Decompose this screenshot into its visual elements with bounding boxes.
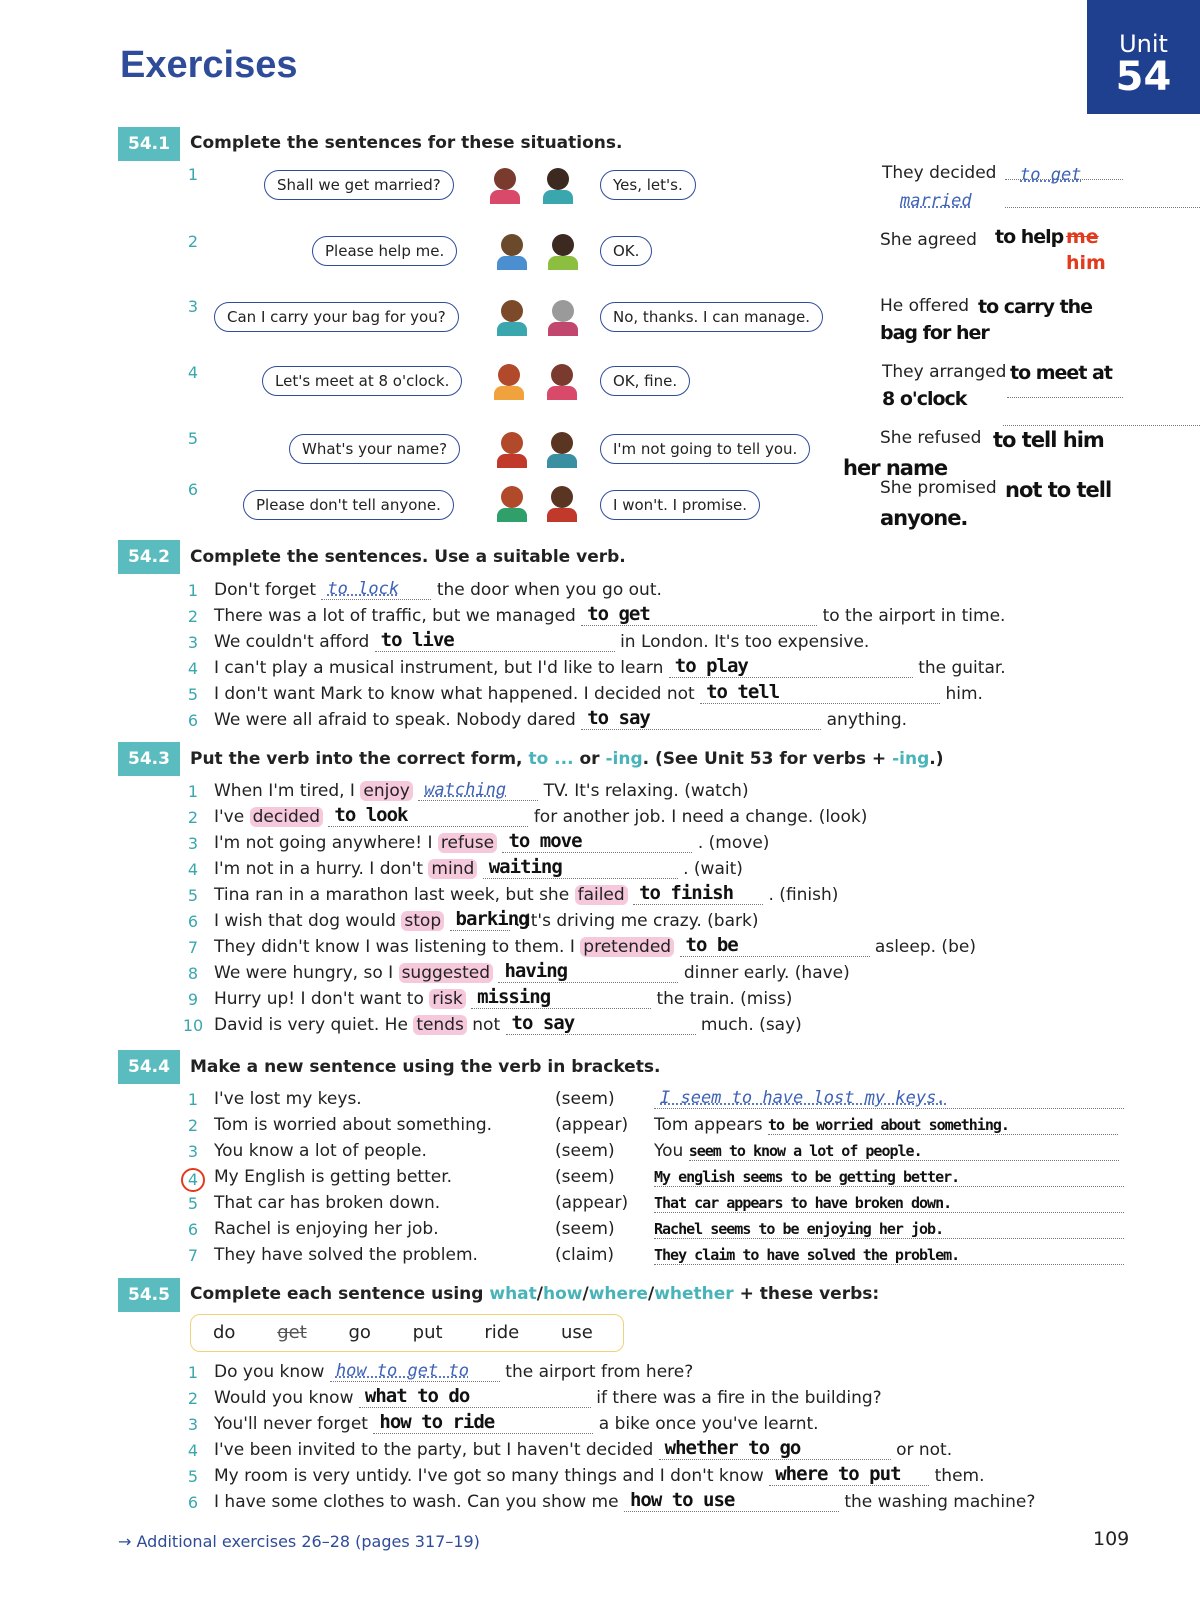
sentence-row <box>214 1012 802 1035</box>
item-number: 9 <box>187 990 199 1009</box>
source-sentence: Rachel is enjoying her job. <box>214 1219 439 1239</box>
sentence-row <box>214 707 908 730</box>
item-number: 5 <box>187 1194 199 1213</box>
item-number: 2 <box>187 232 199 251</box>
circled-number: 4 <box>181 1168 205 1192</box>
page-title: Exercises <box>120 44 298 86</box>
answer-line <box>321 581 431 600</box>
speech-bubble-left: Shall we get married? <box>264 170 454 200</box>
section-number: 54.1 <box>118 127 180 161</box>
handwritten-answer: watching <box>424 780 507 800</box>
person-icon <box>547 364 577 400</box>
answer-lead: Tom appears <box>654 1115 763 1135</box>
sentence-row <box>214 804 868 827</box>
speech-bubble-right: Yes, let's. <box>600 170 696 200</box>
sentence-text: When I'm tired, I <box>214 781 355 801</box>
word: use <box>560 1322 593 1343</box>
highlighted-verb: refuse <box>438 833 497 853</box>
sentence-row <box>214 781 749 801</box>
answer-line <box>769 1463 929 1486</box>
sentence-row <box>214 603 1006 626</box>
handwritten-answer: to tell him her name <box>843 428 1104 480</box>
sentence-text: I have some clothes to wash. Can you show me <box>214 1492 619 1512</box>
answer-line <box>654 1220 1124 1239</box>
handwritten-answer: I seem to have lost my keys. <box>660 1088 947 1108</box>
item-number: 2 <box>187 808 199 827</box>
sentence-text: I'm not in a hurry. I don't <box>214 859 424 879</box>
person-icon <box>497 432 527 468</box>
handwritten-answer: to carry the bag for her <box>880 296 1093 344</box>
person-icon <box>490 168 520 204</box>
verb-hint: (seem) <box>555 1141 615 1161</box>
person-icon <box>548 300 578 336</box>
person-icon <box>494 364 524 400</box>
handwritten-answer: to finish <box>639 882 734 904</box>
sentence-text: I don't want Mark to know what happened. I decided not <box>214 684 695 704</box>
sentence-row <box>214 1437 953 1460</box>
answer-row <box>654 1245 1124 1265</box>
item-number: 7 <box>187 1246 199 1265</box>
answer-line <box>373 1411 593 1434</box>
verb-hint: (claim) <box>555 1245 615 1265</box>
item-number: 8 <box>187 964 199 983</box>
handwritten-answer: to meet at 8 o'clock <box>882 362 1112 410</box>
section-heading: Make a new sentence using the verb in brackets. <box>190 1057 661 1077</box>
correction: him <box>1066 252 1106 274</box>
sentence-text: the train. (miss) <box>656 989 793 1009</box>
answer-line <box>359 1385 591 1408</box>
highlighted-verb: risk <box>429 989 465 1009</box>
item-number: 1 <box>187 165 199 184</box>
answer-stem: He offered <box>880 296 970 316</box>
sentence-row <box>214 1411 819 1434</box>
item-number: 4 <box>187 363 199 382</box>
sentence-text: We couldn't afford <box>214 632 370 652</box>
answer-row <box>654 1089 1124 1109</box>
handwritten-answer: how to ride <box>379 1411 495 1433</box>
sentence-text: if there was a fire in the building? <box>596 1388 882 1408</box>
verb-hint: (seem) <box>555 1167 615 1187</box>
unit-label: Unit <box>1119 30 1168 58</box>
highlighted-verb: decided <box>250 807 323 827</box>
sentence-text: . (wait) <box>683 859 743 879</box>
handwritten-answer: to get married <box>900 165 1082 211</box>
item-number: 3 <box>187 297 199 316</box>
sentence-row <box>214 1489 1036 1512</box>
unit-number: 54 <box>1115 54 1172 100</box>
answer-line <box>654 1246 1124 1265</box>
handwritten-answer: to live <box>380 629 454 651</box>
sentence-text: the airport from here? <box>505 1362 694 1382</box>
item-number: 3 <box>187 1142 199 1161</box>
sentence-text: There was a lot of traffic, but we managed <box>214 606 576 626</box>
answer-line <box>654 1090 1124 1109</box>
item-number: 1 <box>187 581 199 600</box>
item-number: 3 <box>187 633 199 652</box>
person-icon <box>543 168 573 204</box>
page-number: 109 <box>1093 1528 1130 1550</box>
sentence-text: much. (say) <box>700 1015 802 1035</box>
item-number: 3 <box>187 834 199 853</box>
answer-line <box>669 655 913 678</box>
item-number: 4 <box>187 860 199 879</box>
answer-stem: She promised <box>880 478 997 498</box>
answer-stem: They decided <box>882 163 997 183</box>
source-sentence: Tom is worried about something. <box>214 1115 493 1135</box>
answer-line <box>418 782 538 801</box>
highlighted-verb: stop <box>401 911 444 931</box>
answer-row <box>654 1167 1124 1187</box>
handwritten-answer: to say <box>511 1012 575 1034</box>
answer-line <box>680 934 870 957</box>
source-sentence: You know a lot of people. <box>214 1141 427 1161</box>
speech-bubble-left: Can I carry your bag for you? <box>214 302 459 332</box>
sentence-text: I've <box>214 807 245 827</box>
sentence-text: You'll never forget <box>214 1414 368 1434</box>
section-number: 54.2 <box>118 540 180 574</box>
sentence-row <box>214 882 839 905</box>
sentence-text: Don't forget <box>214 580 316 600</box>
item-number: 5 <box>187 429 199 448</box>
sentence-text: I wish that dog would <box>214 911 396 931</box>
speech-bubble-left: Please help me. <box>312 236 457 266</box>
sentence-text: not <box>472 1015 501 1035</box>
handwritten-answer: They claim to have solved the problem. <box>654 1246 960 1264</box>
section-number: 54.3 <box>118 742 180 776</box>
person-icon <box>548 234 578 270</box>
section-number: 54.5 <box>118 1278 180 1312</box>
item-number: 6 <box>187 711 199 730</box>
answer-line <box>498 960 678 983</box>
answer-line <box>700 681 940 704</box>
answer-line <box>654 1168 1124 1187</box>
verb-hint: (appear) <box>555 1193 629 1213</box>
sentence-text: them. <box>934 1466 985 1486</box>
source-sentence: My English is getting better. <box>214 1167 453 1187</box>
answer-line <box>581 707 821 730</box>
handwritten-answer: My english seems to be getting better. <box>654 1168 960 1186</box>
sentence-text: We were all afraid to speak. Nobody dared <box>214 710 576 730</box>
item-number: 6 <box>187 1220 199 1239</box>
sentence-text: him. <box>945 684 983 704</box>
sentence-text: asleep. (be) <box>874 937 976 957</box>
answer-line <box>581 603 817 626</box>
sentence-row <box>214 681 983 704</box>
person-icon <box>547 486 577 522</box>
answer-line <box>483 856 678 879</box>
sentence-text: I'm not going anywhere! I <box>214 833 433 853</box>
sentence-text: . (finish) <box>768 885 839 905</box>
answer-line <box>659 1437 891 1460</box>
sentence-text: My room is very untidy. I've got so many things and I don't know <box>214 1466 764 1486</box>
speech-bubble-left: Let's meet at 8 o'clock. <box>262 366 462 396</box>
section-heading: Complete each sentence using what/how/where/whether + these verbs: <box>190 1284 880 1304</box>
item-number: 5 <box>187 1467 199 1486</box>
handwritten-answer: barking <box>455 908 529 930</box>
handwritten-answer: to help <box>995 226 1064 248</box>
answer-line <box>689 1142 1119 1161</box>
sentence-text: or not. <box>896 1440 953 1460</box>
handwritten-answer: to lock <box>327 579 400 599</box>
speech-bubble-right: I won't. I promise. <box>600 490 760 520</box>
highlighted-verb: mind <box>428 859 477 879</box>
item-number: 2 <box>187 1116 199 1135</box>
section-heading: Complete the sentences for these situations. <box>190 133 623 153</box>
speech-bubble-right: OK. <box>600 236 652 266</box>
handwritten-answer: to tell <box>706 681 780 703</box>
handwritten-answer: That car appears to have broken down. <box>654 1194 952 1212</box>
sentence-text: dinner early. (have) <box>683 963 850 983</box>
item-number <box>180 1168 206 1192</box>
source-sentence: They have solved the problem. <box>214 1245 478 1265</box>
answer-line <box>328 804 528 827</box>
handwritten-answer: whether to go <box>664 1437 801 1459</box>
word: put <box>412 1322 443 1343</box>
item-number: 6 <box>187 912 199 931</box>
answer-line <box>624 1489 839 1512</box>
sentence-text: Tina ran in a marathon last week, but she <box>214 885 570 905</box>
item-number: 2 <box>187 607 199 626</box>
sentence-text: They didn't know I was listening to them. I <box>214 937 575 957</box>
speech-bubble-left: What's your name? <box>289 434 460 464</box>
verb-hint: (seem) <box>555 1219 615 1239</box>
sentence-text: Hurry up! I don't want to <box>214 989 424 1009</box>
handwritten-answer: how to use <box>629 1489 735 1511</box>
sentence-text: We were hungry, so I <box>214 963 394 983</box>
source-sentence: I've lost my keys. <box>214 1089 362 1109</box>
word: go <box>348 1322 371 1343</box>
handwritten-answer: where to put <box>775 1463 901 1485</box>
sentence-row <box>214 1385 882 1408</box>
sentence-text: in London. It's too expensive. <box>620 632 870 652</box>
item-number: 5 <box>187 685 199 704</box>
section-heading: Complete the sentences. Use a suitable verb. <box>190 547 626 567</box>
handwritten-answer: what to do <box>364 1385 470 1407</box>
answer-line <box>450 908 529 931</box>
sentence-text: the door when you go out. <box>436 580 662 600</box>
sentence-text: TV. It's relaxing. (watch) <box>543 781 749 801</box>
item-number: 1 <box>187 1363 199 1382</box>
handwritten-answer: to say <box>587 707 650 729</box>
highlighted-verb: suggested <box>399 963 493 983</box>
handwritten-answer: to be worried about something. <box>768 1116 1009 1134</box>
answer-line <box>506 1012 696 1035</box>
word-box <box>190 1314 624 1352</box>
highlighted-verb: pretended <box>580 937 674 957</box>
sentence-row <box>214 908 759 931</box>
item-number: 1 <box>187 782 199 801</box>
item-number: 4 <box>187 1441 199 1460</box>
sentence-text: the washing machine? <box>844 1492 1036 1512</box>
answer-line <box>375 629 615 652</box>
verb-hint: (seem) <box>555 1089 615 1109</box>
sentence-row <box>214 830 770 853</box>
sentence-text: for another job. I need a change. (look) <box>533 807 868 827</box>
source-sentence: That car has broken down. <box>214 1193 441 1213</box>
person-icon <box>497 234 527 270</box>
item-number: 3 <box>187 1415 199 1434</box>
sentence-row <box>214 1362 693 1382</box>
verb-hint: (appear) <box>555 1115 629 1135</box>
sentence-row <box>214 629 870 652</box>
answer-stem: She agreed <box>880 230 977 250</box>
word-crossed: get <box>277 1322 307 1343</box>
sentence-row <box>214 934 976 957</box>
item-number: 7 <box>187 938 199 957</box>
item-number: 10 <box>182 1016 204 1035</box>
sentence-row <box>214 655 1006 678</box>
sentence-row <box>214 960 850 983</box>
item-number: 2 <box>187 1389 199 1408</box>
sentence-text: a bike once you've learnt. <box>598 1414 819 1434</box>
sentence-row <box>214 856 743 879</box>
sentence-text: . It's driving me crazy. (bark) <box>514 911 759 931</box>
handwritten-answer: Rachel seems to be enjoying her job. <box>654 1220 944 1238</box>
answer-line <box>471 986 651 1009</box>
sentence-text: I've been invited to the party, but I haven't decided <box>214 1440 654 1460</box>
handwritten-answer: to be <box>685 934 738 956</box>
sentence-row <box>214 1463 985 1486</box>
answer-lead: You <box>654 1141 684 1161</box>
word: ride <box>484 1322 520 1343</box>
highlighted-verb: enjoy <box>360 781 412 801</box>
sentence-text: David is very quiet. He <box>214 1015 408 1035</box>
answer-line <box>502 830 692 853</box>
speech-bubble-right: I'm not going to tell you. <box>600 434 810 464</box>
item-number: 1 <box>187 1090 199 1109</box>
item-number: 5 <box>187 886 199 905</box>
highlighted-verb: tends <box>413 1015 467 1035</box>
additional-exercises-link[interactable]: → Additional exercises 26–28 (pages 317–19) <box>118 1532 480 1551</box>
handwritten-answer: to get <box>587 603 650 625</box>
sentence-text: Would you know <box>214 1388 354 1408</box>
sentence-text: the guitar. <box>918 658 1006 678</box>
answer-line <box>768 1116 1118 1135</box>
highlighted-verb: failed <box>575 885 628 905</box>
answer-line <box>654 1194 1124 1213</box>
answer-row <box>654 1219 1124 1239</box>
section-number: 54.4 <box>118 1050 180 1084</box>
word: do <box>213 1322 236 1343</box>
handwritten-answer: missing <box>477 986 551 1008</box>
answer-stem: They arranged <box>882 362 1007 382</box>
unit-badge <box>1087 0 1200 114</box>
handwritten-answer: how to get to <box>335 1361 469 1381</box>
answer-row <box>654 1141 1119 1161</box>
speech-bubble-right: OK, fine. <box>600 366 690 396</box>
answer-line <box>633 882 763 905</box>
sentence-text: to the airport in time. <box>822 606 1006 626</box>
sentence-text: I can't play a musical instrument, but I'd like to learn <box>214 658 664 678</box>
answer-stem: She refused <box>880 428 982 448</box>
section-heading: Put the verb into the correct form, to ... or -ing. (See Unit 53 for verbs + -ing.) <box>190 749 944 769</box>
person-icon <box>497 300 527 336</box>
crossed-out-word: me <box>1066 226 1099 248</box>
item-number: 6 <box>187 1493 199 1512</box>
handwritten-answer: to look <box>334 804 408 826</box>
answer-row <box>654 1115 1118 1135</box>
answer-row <box>654 1193 1124 1213</box>
sentence-text: . (move) <box>697 833 770 853</box>
handwritten-answer: having <box>504 960 568 982</box>
sentence-text: Do you know <box>214 1362 325 1382</box>
item-number: 6 <box>187 480 199 499</box>
speech-bubble-left: Please don't tell anyone. <box>243 490 454 520</box>
item-number: 4 <box>187 659 199 678</box>
speech-bubble-right: No, thanks. I can manage. <box>600 302 823 332</box>
sentence-row <box>214 986 793 1009</box>
handwritten-answer: not to tell anyone. <box>880 478 1112 530</box>
sentence-text: anything. <box>826 710 908 730</box>
sentence-row <box>214 580 662 600</box>
handwritten-answer: to play <box>674 655 748 677</box>
answer-line <box>330 1363 500 1382</box>
handwritten-answer: waiting <box>488 856 562 878</box>
handwritten-answer: to move <box>508 830 582 852</box>
person-icon <box>547 432 577 468</box>
person-icon <box>497 486 527 522</box>
handwritten-answer: seem to know a lot of people. <box>688 1142 922 1160</box>
